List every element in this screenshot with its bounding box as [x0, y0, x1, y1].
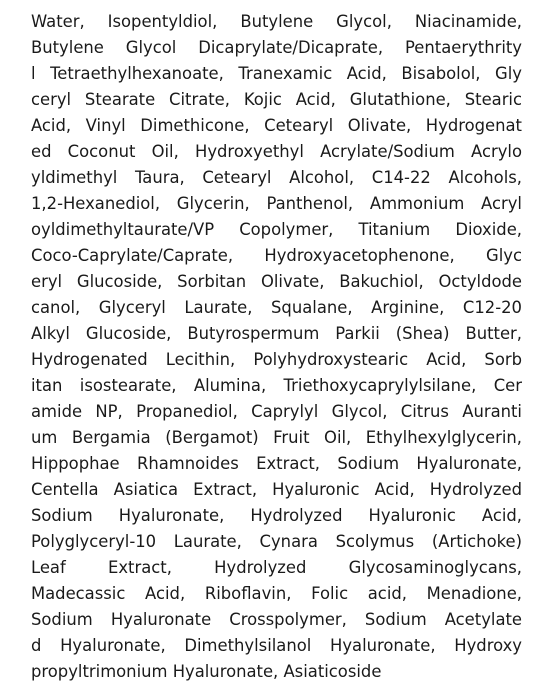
ingredients-line: Sodium Hyaluronate Crosspolymer, Sodium Acetylate: [31, 610, 522, 629]
ingredients-line: Hippophae Rhamnoides Extract, Sodium Hyaluronate,: [31, 454, 522, 473]
ingredients-line-last: propyltrimonium Hyaluronate, Asiaticoside: [31, 662, 382, 681]
ingredients-line: um Bergamia (Bergamot) Fruit Oil, Ethylhexylglycerin,: [31, 428, 522, 447]
ingredients-line: itan isostearate, Alumina, Triethoxycaprylylsilane, Cer: [31, 376, 522, 395]
ingredients-line: Madecassic Acid, Riboflavin, Folic acid, Menadione,: [31, 584, 522, 603]
ingredients-line: canol, Glyceryl Laurate, Squalane, Arginine, C12-20: [31, 298, 522, 317]
ingredients-line: Coco-Caprylate/Caprate, Hydroxyacetophenone, Glyc: [31, 246, 522, 265]
ingredients-line: oyldimethyltaurate/VP Copolymer, Titanium Dioxide,: [31, 220, 522, 239]
ingredients-line: Butylene Glycol Dicaprylate/Dicaprate, Pentaerythrity: [31, 38, 522, 57]
ingredients-list: [31, 9, 522, 685]
ingredients-line: Sodium Hyaluronate, Hydrolyzed Hyaluronic Acid,: [31, 506, 522, 525]
ingredients-line: amide NP, Propanediol, Caprylyl Glycol, Citrus Auranti: [31, 402, 522, 421]
ingredients-line: ed Coconut Oil, Hydroxyethyl Acrylate/Sodium Acrylo: [31, 142, 522, 161]
ingredients-line: Leaf Extract, Hydrolyzed Glycosaminoglycans,: [31, 558, 522, 577]
ingredients-line: Centella Asiatica Extract, Hyaluronic Acid, Hydrolyzed: [31, 480, 522, 499]
ingredients-line: eryl Glucoside, Sorbitan Olivate, Bakuchiol, Octyldode: [31, 272, 522, 291]
ingredients-line: d Hyaluronate, Dimethylsilanol Hyaluronate, Hydroxy: [31, 636, 522, 655]
ingredients-line: Hydrogenated Lecithin, Polyhydroxystearic Acid, Sorb: [31, 350, 522, 369]
ingredients-line: 1,2-Hexanediol, Glycerin, Panthenol, Ammonium Acryl: [31, 194, 522, 213]
ingredients-line: Acid, Vinyl Dimethicone, Cetearyl Olivate, Hydrogenat: [31, 116, 522, 135]
ingredients-line: ceryl Stearate Citrate, Kojic Acid, Glutathione, Stearic: [31, 90, 522, 109]
ingredients-line: Alkyl Glucoside, Butyrospermum Parkii (Shea) Butter,: [31, 324, 522, 343]
ingredients-line: Water, Isopentyldiol, Butylene Glycol, Niacinamide,: [31, 12, 522, 31]
ingredients-line: yldimethyl Taura, Cetearyl Alcohol, C14-22 Alcohols,: [31, 168, 522, 187]
ingredients-line: l Tetraethylhexanoate, Tranexamic Acid, Bisabolol, Gly: [31, 64, 522, 83]
ingredients-line: Polyglyceryl-10 Laurate, Cynara Scolymus (Artichoke): [31, 532, 522, 551]
